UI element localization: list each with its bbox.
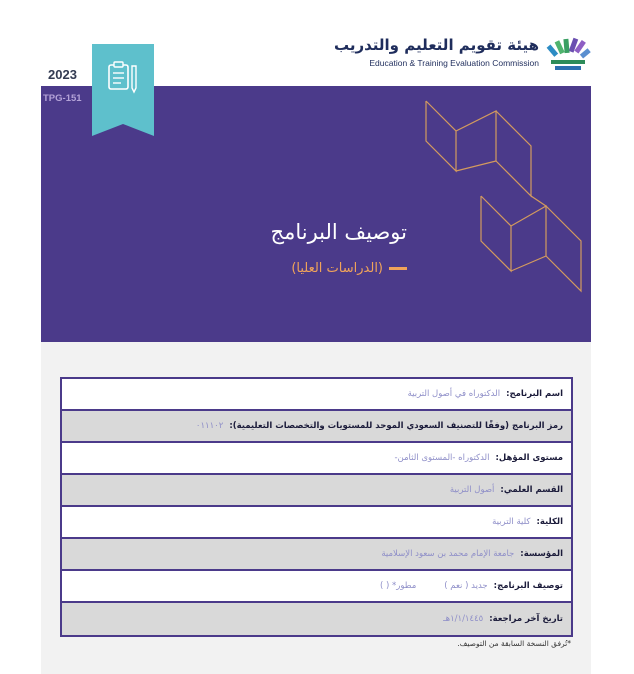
row-label: الكلية:: [536, 517, 563, 527]
program-info-section: [41, 342, 591, 674]
footnote: *تُرفق النسخة السابقة من التوصيف.: [457, 639, 571, 648]
row-value: الدكتوراه -المستوى الثامن-: [394, 453, 490, 463]
program-info-table: [60, 377, 573, 637]
table-row: [62, 475, 571, 507]
logo-mark-icon: [545, 36, 591, 74]
row-value: ٠١١١٠٢: [195, 421, 224, 431]
row-label: المؤسسة:: [520, 549, 563, 559]
document-page: [41, 0, 591, 674]
table-row: [62, 507, 571, 539]
row-value: كلية التربية: [492, 517, 531, 527]
row-label: تاريخ آخر مراجعة:: [489, 614, 563, 624]
row-label: القسم العلمي:: [500, 485, 563, 495]
logo-english-text: Education & Training Evaluation Commission: [369, 58, 539, 68]
subtitle-text: (الدراسات العليا): [291, 261, 383, 276]
row-value: ١/١/١٤٤٥هـ: [443, 614, 484, 624]
row-value: جديد ( نعم ): [444, 581, 488, 591]
table-row: [62, 571, 571, 603]
table-row: [62, 603, 571, 635]
row-label: رمز البرنامج (وفقًا للتصنيف السعودي الموحد للمستويات والتخصصات التعليمية):: [229, 421, 563, 431]
row-value: جامعة الإمام محمد بن سعود الإسلامية: [381, 549, 515, 559]
table-row: [62, 443, 571, 475]
document-year: 2023: [48, 67, 77, 82]
document-code: TPG-151: [43, 93, 82, 104]
document-tab-icon: [92, 44, 154, 136]
row-label: توصيف البرنامج:: [493, 581, 563, 591]
row-label: اسم البرنامج:: [506, 389, 563, 399]
subtitle-dash: [389, 267, 407, 270]
row-value-secondary: مطور* ( ): [379, 581, 417, 591]
logo-arabic-text: هيئة تقويم التعليم والتدريب: [333, 36, 539, 54]
row-value: الدكتوراه في أصول التربية: [407, 389, 501, 399]
etec-logo: [333, 36, 591, 76]
table-row: [62, 411, 571, 443]
table-row: [62, 539, 571, 571]
cover-title: توصيف البرنامج: [270, 220, 407, 244]
row-label: مستوى المؤهل:: [495, 453, 563, 463]
table-row: [62, 379, 571, 411]
cover-subtitle: [291, 261, 407, 276]
row-value: أصول التربية: [449, 485, 495, 495]
